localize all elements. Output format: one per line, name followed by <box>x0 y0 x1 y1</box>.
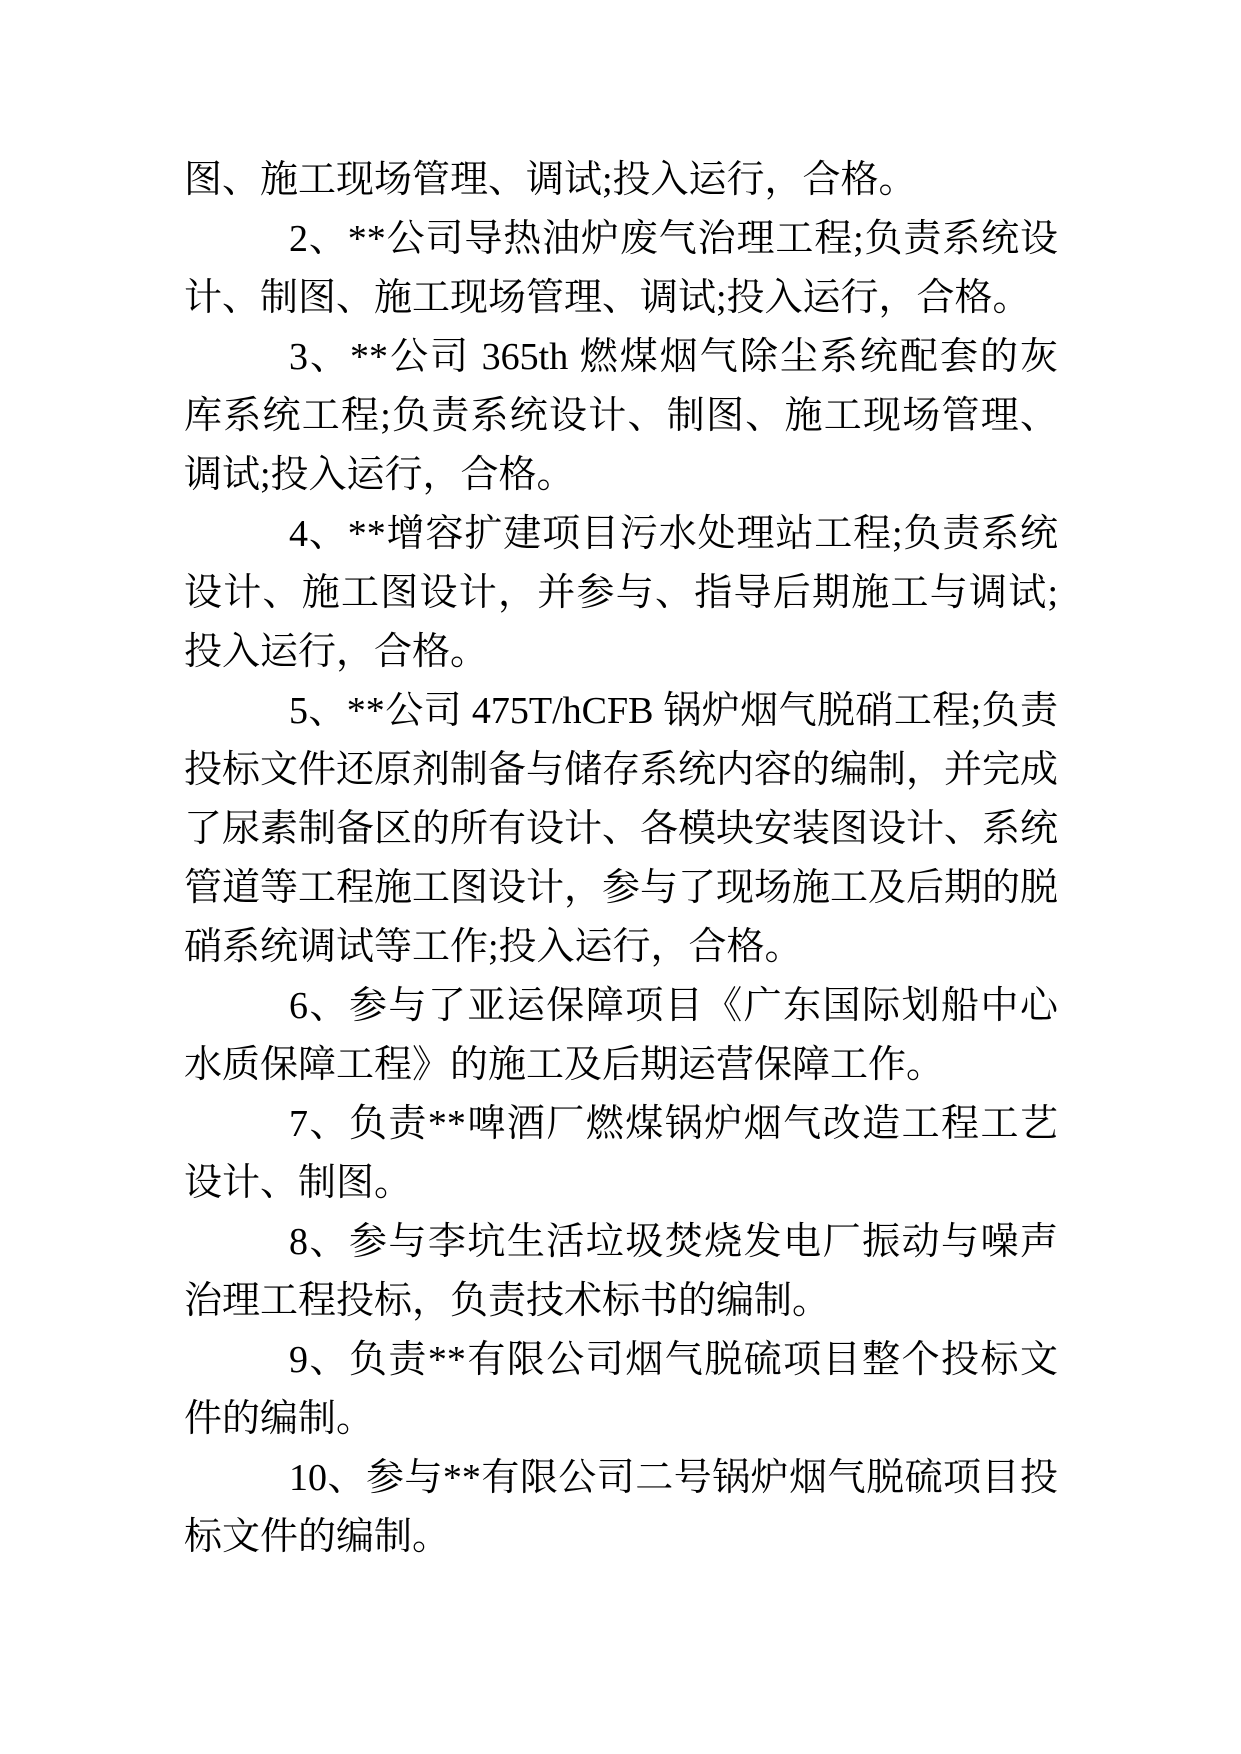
paragraph-item-9: 9、负责**有限公司烟气脱硫项目整个投标文件的编制。 <box>184 1339 1058 1440</box>
paragraph-item-4: 4、**增容扩建项目污水处理站工程;负责系统设计、施工图设计，并参与、指导后期施工与调试;投入运行，合格。 <box>184 513 1058 673</box>
paragraph-item-2: 2、**公司导热油炉废气治理工程;负责系统设计、制图、施工现场管理、调试;投入运行，合格。 <box>184 218 1058 319</box>
document-text-block <box>184 151 1058 1567</box>
paragraph-item-1-continuation: 图、施工现场管理、调试;投入运行，合格。 <box>184 159 917 201</box>
paragraph-item-8: 8、参与李坑生活垃圾焚烧发电厂振动与噪声治理工程投标，负责技术标书的编制。 <box>184 1221 1058 1322</box>
paragraph-item-7: 7、负责**啤酒厂燃煤锅炉烟气改造工程工艺设计、制图。 <box>184 1103 1058 1204</box>
paragraph-item-6: 6、参与了亚运保障项目《广东国际划船中心水质保障工程》的施工及后期运营保障工作。 <box>184 985 1058 1086</box>
paragraph-item-5: 5、**公司 475T/hCFB 锅炉烟气脱硝工程;负责投标文件还原剂制备与储存系统内容的编制，并完成了尿素制备区的所有设计、各模块安装图设计、系统管道等工程施工图设计，参与了现场施工及后期的脱硝系统调试等工作;投入运行，合格。 <box>184 690 1059 968</box>
paragraph-item-3: 3、**公司 365th 燃煤烟气除尘系统配套的灰库系统工程;负责系统设计、制图、施工现场管理、调试;投入运行，合格。 <box>184 336 1058 496</box>
paragraph-item-10: 10、参与**有限公司二号锅炉烟气脱硫项目投标文件的编制。 <box>184 1457 1058 1558</box>
